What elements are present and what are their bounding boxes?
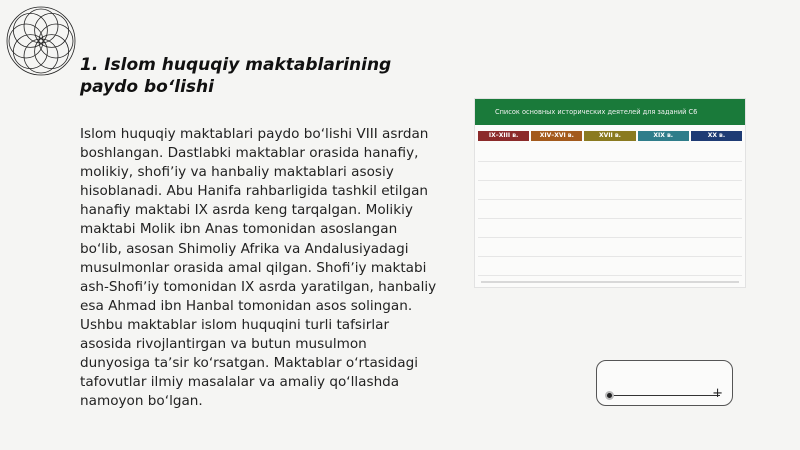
slide-body-text: Islom huquqiy maktablari paydo boʻlishi VIII asrdan boshlangan. Dastlabki maktablar orasida hanafiy, molikiy, shofiʼiy va hanbaliy maktablari asosiy hisoblanadi. Abu Hanifa rahbarligida tashkil etilgan hanafiy maktabi IX asrda keng tarqalgan. Molikiy maktabi Molik ibn Anas tomonidan asoslangan boʻlib, asosan Shimoliy Afrika va Andalusiyadagi musulmonlar orasida amal qilgan. Shofiʼiy maktabi ash-Shofiʼiy tomonidan IX asrda yaratilgan, hanbaliy esa Ahmad ibn Hanbal tomonidan asos solingan. Ushbu maktablar islom huquqini turli tafsirlar asosida rivojlantirgan va butun musulmon dunyosiga taʼsir koʻrsatgan. Maktablar oʻrtasidagi tafovutlar ilmiy masalalar va amaliy qoʻllashda namoyon boʻlgan. — [80, 126, 437, 410]
column-header: XIV–XVI в. — [531, 131, 582, 141]
record-dot-icon[interactable] — [605, 391, 614, 400]
column-header: IX–XIII в. — [478, 131, 529, 141]
table-column-headers — [475, 131, 745, 141]
column-header: XVII в. — [584, 131, 635, 141]
column-header: XX в. — [691, 131, 742, 141]
table-row — [478, 219, 742, 238]
table-row — [478, 143, 742, 162]
plus-icon[interactable]: + — [712, 386, 723, 401]
table-row — [478, 200, 742, 219]
slide-title: 1. Islom huquqiy maktablarining paydo boʻlishi — [80, 55, 392, 97]
table-row — [478, 162, 742, 181]
progress-track[interactable] — [609, 395, 720, 396]
column-header: XIX в. — [638, 131, 689, 141]
table-row — [478, 181, 742, 200]
table-row — [478, 257, 742, 276]
table-body — [475, 141, 745, 276]
table-heading: Список основных исторических деятелей для заданий С6 — [475, 99, 745, 125]
table-footnote-line — [481, 281, 739, 283]
historical-figures-table-image — [474, 98, 746, 288]
spirograph-ornament-icon — [4, 4, 78, 78]
media-progress-control[interactable] — [596, 360, 733, 406]
table-row — [478, 238, 742, 257]
